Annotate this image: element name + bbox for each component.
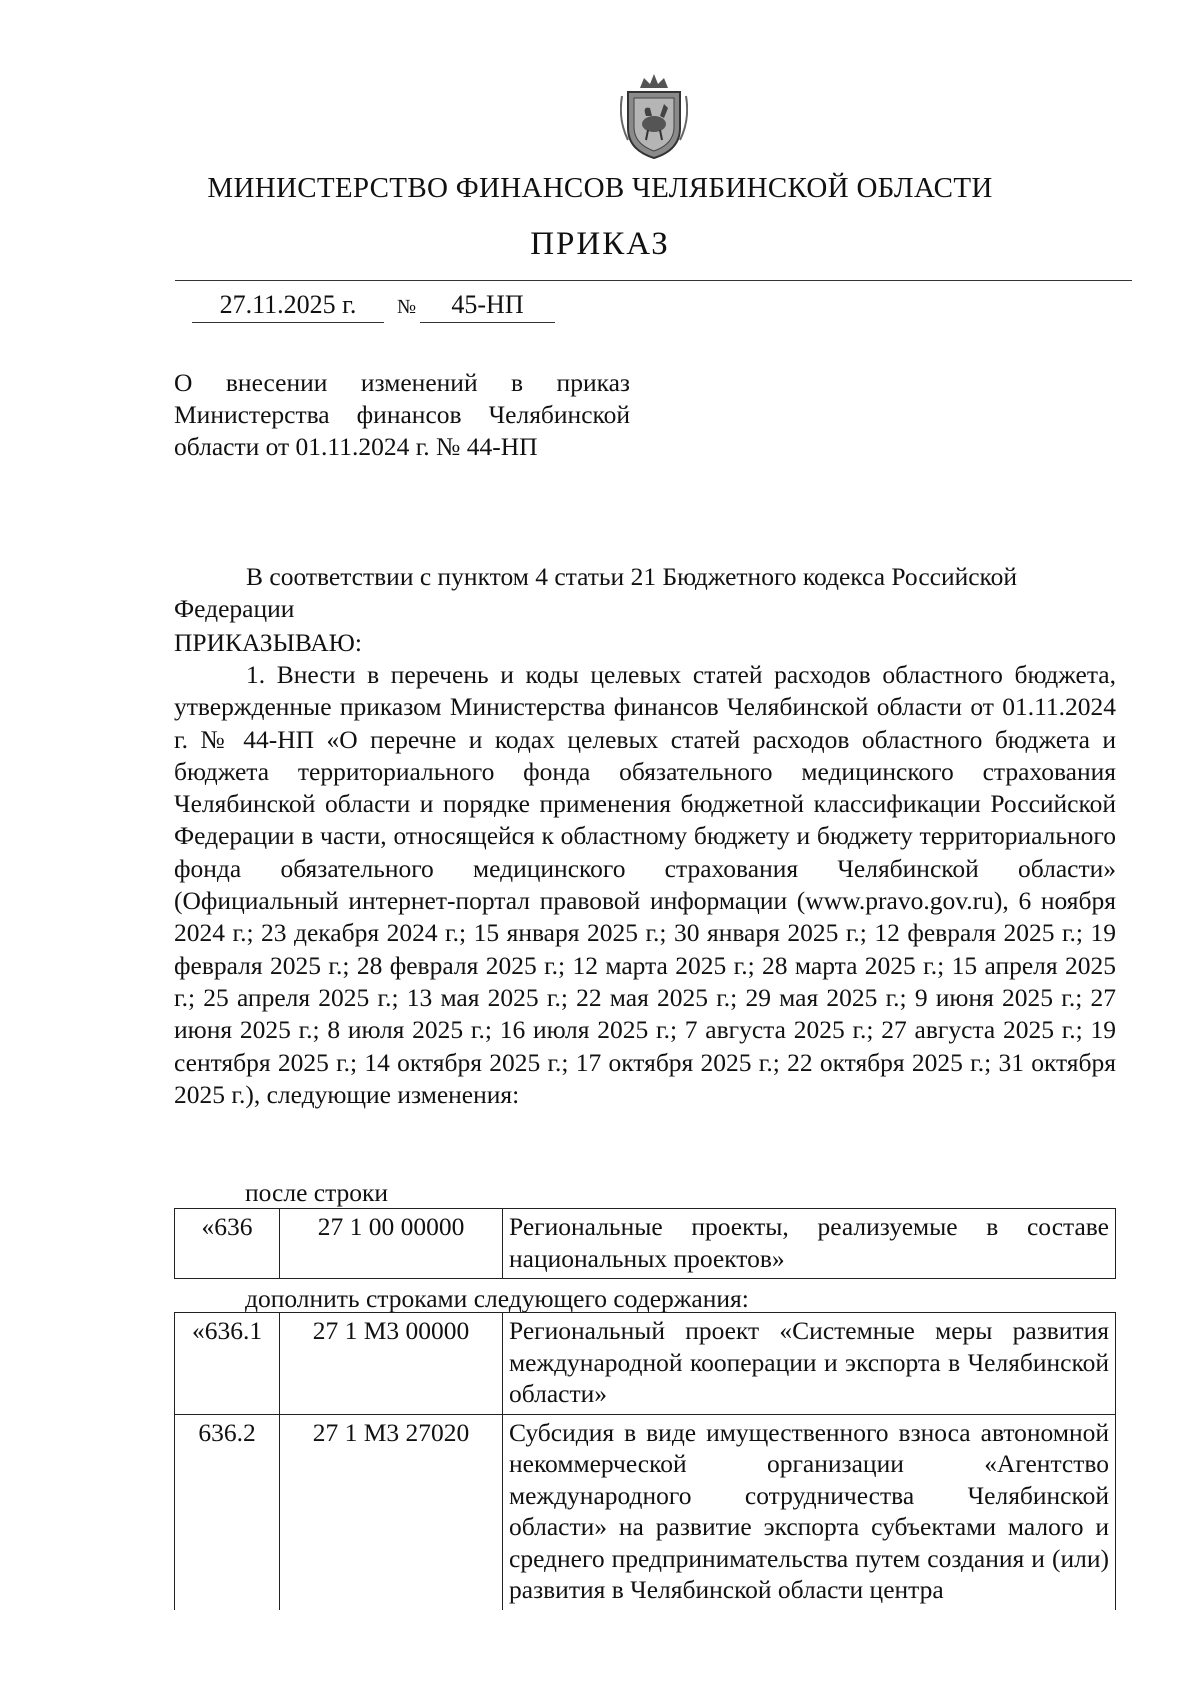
ministry-name: МИНИСТЕРСТВО ФИНАНСОВ ЧЕЛЯБИНСКОЙ ОБЛАСТИ — [207, 172, 993, 204]
row-name-cell: Субсидия в виде имущественного взноса автономной некоммерческой организации «Агентство международного сотрудничества Челябинской области» на развитие экспорта субъектами малого и среднего предпринимательства путем создания и (или) развития в Челябинской области центра — [503, 1414, 1116, 1610]
order-directive-word: ПРИКАЗЫВАЮ: — [174, 628, 362, 657]
number-sign: № — [397, 296, 417, 318]
after-line-label: после строки — [245, 1178, 389, 1207]
row-name-cell: Региональный проект «Системные меры развития международной кооперации и экспорта в Челябинской области» — [503, 1313, 1116, 1415]
order-date: 27.11.2025 г. — [192, 290, 384, 323]
existing-row-table — [174, 1208, 1116, 1279]
item-1-paragraph: 1. Внести в перечень и коды целевых статей расходов областного бюджета, утвержденные приказом Министерства финансов Челябинской области от 01.11.2024 г. № 44-НП «О перечне и кодах целевых статей расходов областного бюджета и бюджета территориального фонда обязательного медицинского страхования Челябинской области и порядке применения бюджетной классификации Российской Федерации в части, относящейся к областному бюджету и бюджету территориального фонда обязательного медицинского страхования Челябинской области» (Официальный интернет-портал правовой информации (www.pravo.gov.ru), 6 ноября 2024 г.; 23 декабря 2024 г.; 15 января 2025 г.; 30 января 2025 г.; 12 февраля 2025 г.; 19 февраля 2025 г.; 28 февраля 2025 г.; 12 марта 2025 г.; 28 марта 2025 г.; 15 апреля 2025 г.; 25 апреля 2025 г.; 13 мая 2025 г.; 22 мая 2025 г.; 29 мая 2025 г.; 9 июня 2025 г.; 27 июня 2025 г.; 8 июля 2025 г.; 16 июля 2025 г.; 7 августа 2025 г.; 27 августа 2025 г.; 19 сентября 2025 г.; 14 октября 2025 г.; 17 октября 2025 г.; 22 октября 2025 г.; 31 октября 2025 г.), следующие изменения: — [174, 660, 1116, 1109]
chelyabinsk-coat-of-arms-icon — [620, 70, 688, 160]
supplement-line-label: дополнить строками следующего содержания: — [245, 1284, 749, 1313]
page-bottom-margin — [0, 1674, 1200, 1698]
new-rows-table — [174, 1312, 1116, 1610]
table-row — [175, 1209, 1116, 1279]
row-number-cell: 636.2 — [175, 1414, 280, 1610]
header-divider — [175, 280, 1132, 281]
legal-basis-paragraph: В соответствии с пунктом 4 статьи 21 Бюджетного кодекса Российской Федерации — [174, 562, 1018, 623]
row-number-cell: «636.1 — [175, 1313, 280, 1415]
row-name-cell: Региональные проекты, реализуемые в составе национальных проектов» — [503, 1209, 1116, 1279]
table-row — [175, 1313, 1116, 1415]
table-row — [175, 1414, 1116, 1610]
order-number: 45-НП — [420, 290, 555, 323]
row-code-cell: 27 1 00 00000 — [280, 1209, 503, 1279]
order-subject: О внесении изменений в приказ Министерства финансов Челябинской области от 01.11.2024 г. № 44-НП — [174, 368, 630, 461]
row-code-cell: 27 1 М3 27020 — [280, 1414, 503, 1610]
row-number-cell: «636 — [175, 1209, 280, 1279]
row-code-cell: 27 1 М3 00000 — [280, 1313, 503, 1415]
document-type-title: ПРИКАЗ — [530, 226, 670, 262]
